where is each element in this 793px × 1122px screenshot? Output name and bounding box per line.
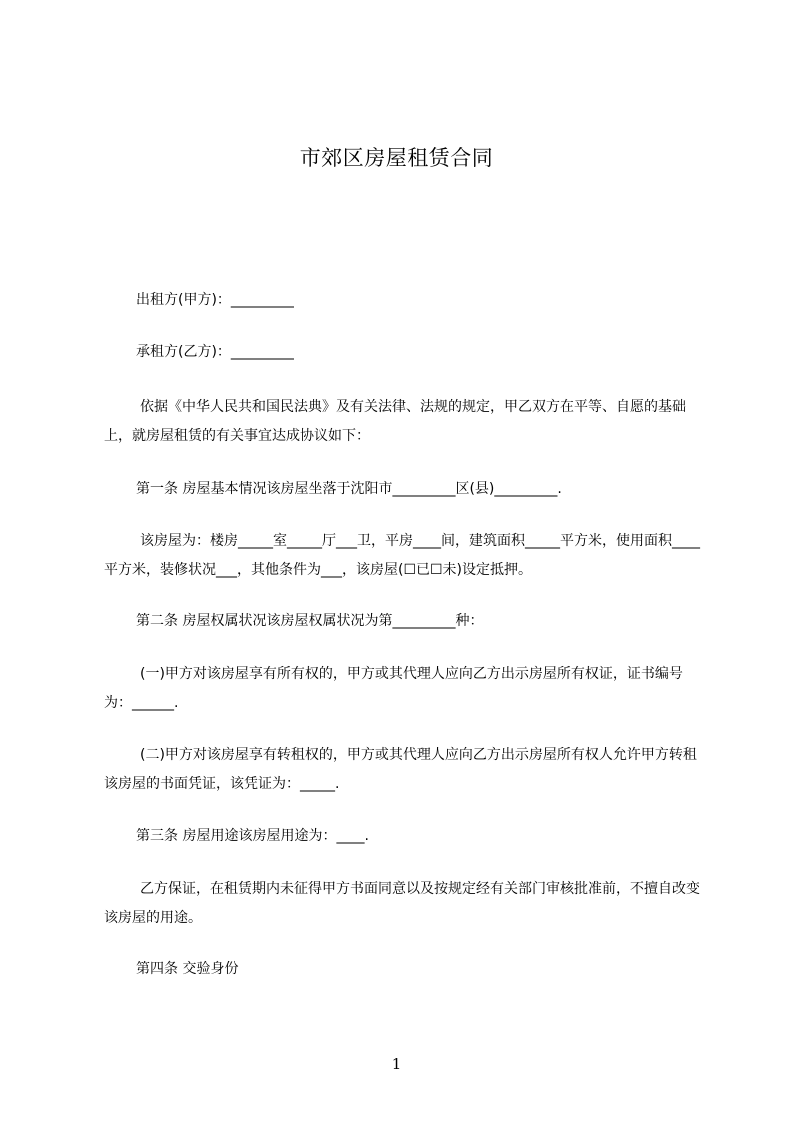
article-4-heading: 第四条 交验身份 <box>136 961 239 977</box>
house-details-paragraph: 该房屋为：楼房_____室_____厅___卫，平房____间，建筑面积_____平方米，使用面积____平方米，装修状况___，其他条件为___，该房屋(☐已☐未)设定抵押。 <box>104 533 700 578</box>
preamble-paragraph: 依据《中华人民共和国民法典》及有关法律、法规的规定，甲乙双方在平等、自愿的基础上，就房屋租赁的有关事宜达成协议如下： <box>104 399 686 444</box>
party-a-line: 出租方(甲方)：_________ <box>136 292 294 308</box>
article-1-heading: 第一条 房屋基本情况该房屋坐落于沈阳市_________区(县)_________. <box>136 481 562 497</box>
article-3-heading: 第三条 房屋用途该房屋用途为：____. <box>136 828 369 844</box>
ownership-clause-1: (一)甲方对该房屋享有所有权的，甲方或其代理人应向乙方出示房屋所有权证，证书编号为：______. <box>104 666 683 711</box>
usage-guarantee-paragraph: 乙方保证，在租赁期内未征得甲方书面同意以及按规定经有关部门审核批准前，不擅自改变该房屋的用途。 <box>104 881 700 926</box>
ownership-clause-2: (二)甲方对该房屋享有转租权的，甲方或其代理人应向乙方出示房屋所有权人允许甲方转租该房屋的书面凭证，该凭证为：_____. <box>104 747 697 792</box>
page-number: 1 <box>391 1055 402 1073</box>
party-b-line: 承租方(乙方)：_________ <box>136 344 294 360</box>
document-title: 市郊区房屋租赁合同 <box>299 146 494 170</box>
article-2-heading: 第二条 房屋权属状况该房屋权属状况为第_________种： <box>136 613 484 629</box>
